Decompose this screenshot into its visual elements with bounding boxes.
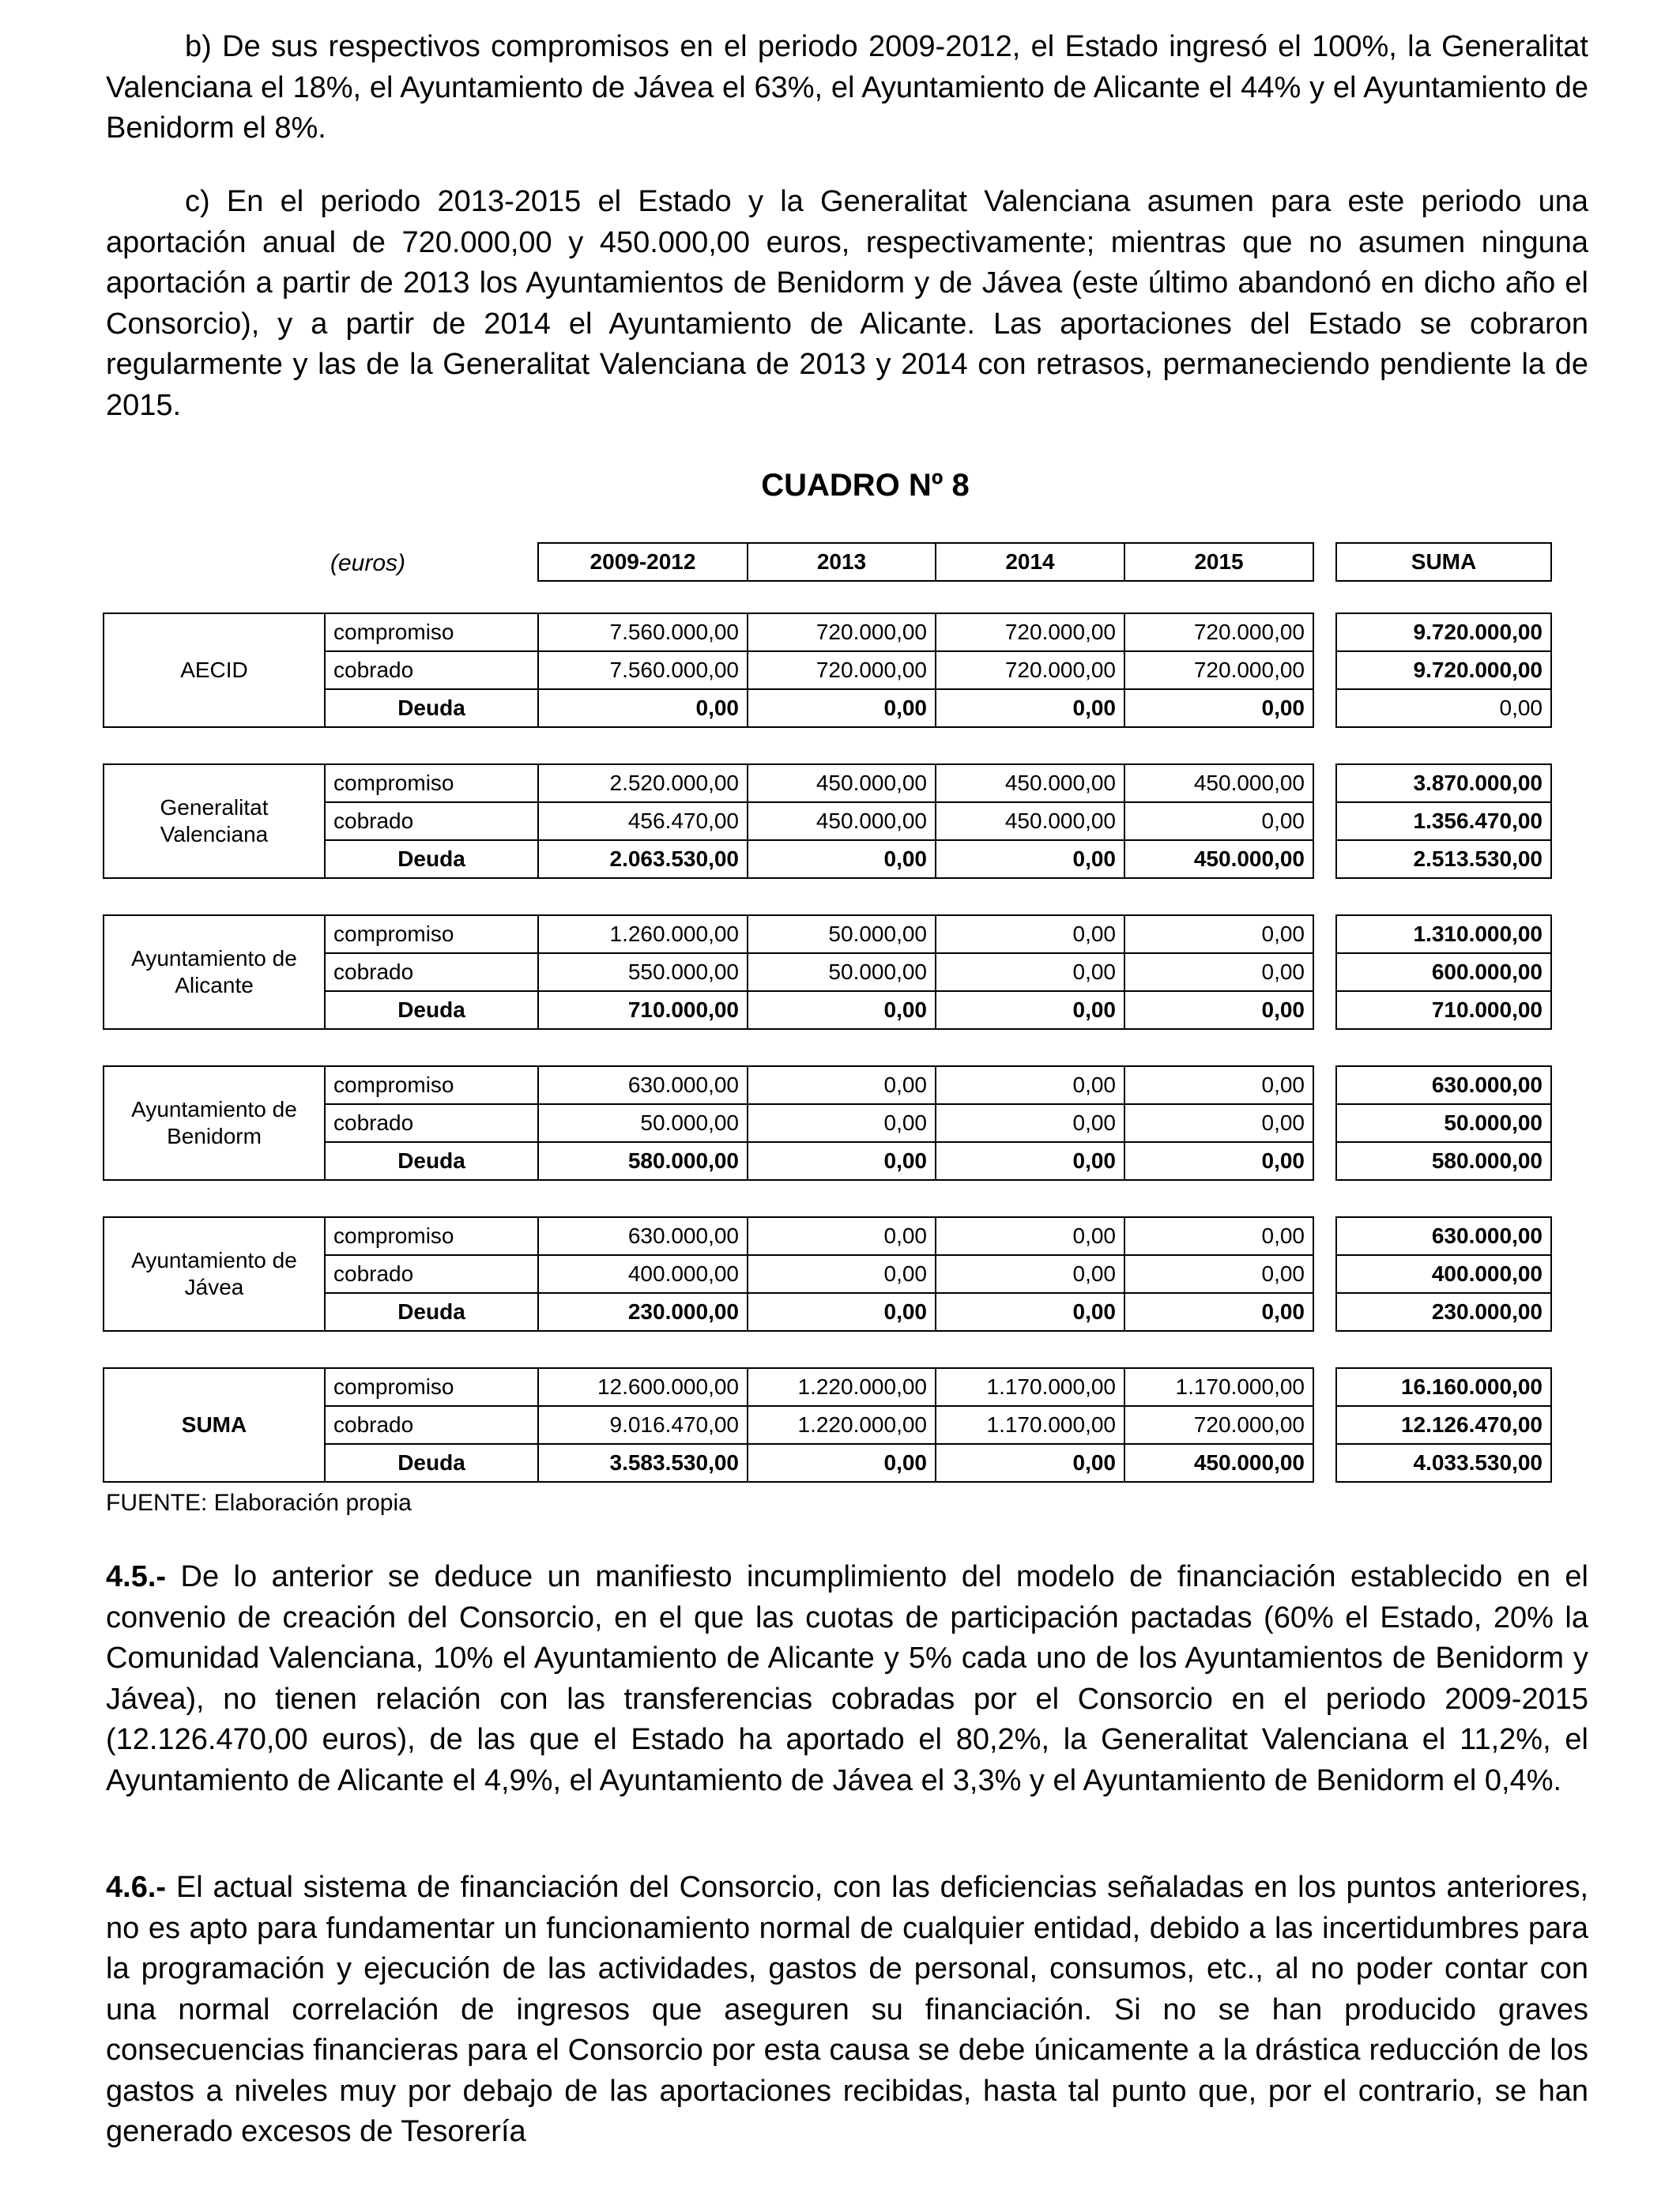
table-cell: 0,00 — [1124, 689, 1313, 727]
table-cell: 0,00 — [538, 689, 748, 727]
table-cell: 0,00 — [748, 1142, 936, 1180]
table-cell: 0,00 — [1124, 915, 1313, 953]
table-cell: 0,00 — [936, 1217, 1124, 1255]
table-cell: 450.000,00 — [1124, 764, 1313, 802]
table-cell: 0,00 — [936, 1104, 1124, 1142]
sum-cell: 9.720.000,00 — [1336, 613, 1551, 651]
table-cell: 0,00 — [936, 1066, 1124, 1104]
table-cell: 720.000,00 — [1124, 651, 1313, 689]
group-table — [103, 1216, 1314, 1332]
sum-cell: 4.033.530,00 — [1336, 1444, 1551, 1482]
row-label: cobrado — [325, 953, 538, 991]
table-cell: 0,00 — [748, 991, 936, 1029]
table-header-sum — [1335, 542, 1552, 582]
row-label: compromiso — [325, 613, 538, 651]
group-table — [103, 763, 1314, 879]
sum-cell: 9.720.000,00 — [1336, 651, 1551, 689]
table-row — [1336, 689, 1551, 727]
table-cell: 0,00 — [748, 1217, 936, 1255]
table-cell: 50.000,00 — [748, 915, 936, 953]
sum-cell: 580.000,00 — [1336, 1142, 1551, 1180]
table-row — [1336, 840, 1551, 878]
table-cell: 0,00 — [1124, 953, 1313, 991]
row-label: compromiso — [325, 1066, 538, 1104]
table-row — [1336, 1444, 1551, 1482]
group-sum-table — [1335, 763, 1552, 879]
table-row — [104, 915, 1313, 953]
row-label: Deuda — [325, 991, 538, 1029]
table-cell: 1.260.000,00 — [538, 915, 748, 953]
table-cell: 3.583.530,00 — [538, 1444, 748, 1482]
table-row — [1336, 802, 1551, 840]
table-cell: 0,00 — [1124, 1066, 1313, 1104]
table-title: CUADRO Nº 8 — [761, 468, 970, 503]
column-header: 2015 — [1124, 543, 1313, 581]
sum-cell: 710.000,00 — [1336, 991, 1551, 1029]
table-cell: 720.000,00 — [748, 613, 936, 651]
table-cell: 50.000,00 — [538, 1104, 748, 1142]
row-label: Deuda — [325, 840, 538, 878]
table-cell: 0,00 — [748, 1293, 936, 1331]
group-table — [103, 613, 1314, 728]
table-row — [1336, 764, 1551, 802]
entity-label: AECID — [104, 613, 325, 727]
row-label: cobrado — [325, 1255, 538, 1293]
table-cell: 2.520.000,00 — [538, 764, 748, 802]
group-sum-table — [1335, 914, 1552, 1030]
table-cell: 630.000,00 — [538, 1066, 748, 1104]
row-label: cobrado — [325, 1104, 538, 1142]
table-row — [1336, 1406, 1551, 1444]
row-label: Deuda — [325, 1444, 538, 1482]
row-label: Deuda — [325, 1142, 538, 1180]
column-header-sum: SUMA — [1336, 543, 1551, 581]
group-table — [103, 1367, 1314, 1483]
table-cell: 2.063.530,00 — [538, 840, 748, 878]
entity-label: Ayuntamiento de Jávea — [104, 1217, 325, 1331]
entity-label: SUMA — [104, 1368, 325, 1482]
table-row — [104, 613, 1313, 651]
table-cell: 0,00 — [748, 1104, 936, 1142]
row-label: compromiso — [325, 1368, 538, 1406]
entity-label: Ayuntamiento de Benidorm — [104, 1066, 325, 1180]
table-cell: 456.470,00 — [538, 802, 748, 840]
sum-cell: 12.126.470,00 — [1336, 1406, 1551, 1444]
row-label: cobrado — [325, 1406, 538, 1444]
table-row — [104, 1066, 1313, 1104]
table-cell: 720.000,00 — [936, 613, 1124, 651]
table-cell: 0,00 — [1124, 1217, 1313, 1255]
paragraph-c-text: c) En el periodo 2013-2015 el Estado y la Generalitat Valenciana asumen para este periodo una aportación anual de 720.000,00 y 450.000,00 euros, respectivamente; mientras que no asumen ninguna aportación a partir de 2013 los Ayuntamientos de Benidorm y de Jávea (este último abandonó en dicho año el Consorcio), y a partir de 2014 el Ayuntamiento de Alicante. Las aportaciones del Estado se cobraron regularmente y las de la Generalitat Valenciana de 2013 y 2014 con retrasos, permaneciendo pendiente la de 2015. — [106, 185, 1588, 422]
table-cell: 0,00 — [936, 915, 1124, 953]
sum-cell: 630.000,00 — [1336, 1217, 1551, 1255]
section-number: 4.6.- — [106, 1871, 167, 1904]
table-row — [1336, 953, 1551, 991]
table-cell: 720.000,00 — [936, 651, 1124, 689]
paragraph-c — [106, 182, 1588, 426]
table-cell: 0,00 — [936, 689, 1124, 727]
table-cell: 1.220.000,00 — [748, 1368, 936, 1406]
paragraph-b-text: b) De sus respectivos compromisos en el periodo 2009-2012, el Estado ingresó el 100%, la Generalitat Valenciana el 18%, el Ayuntamiento de Jávea el 63%, el Ayuntamiento de Alicante el 44% y el Ayuntamiento de Benidorm el 8%. — [106, 30, 1588, 145]
table-cell: 550.000,00 — [538, 953, 748, 991]
table-cell: 0,00 — [748, 1255, 936, 1293]
table-cell: 0,00 — [936, 1142, 1124, 1180]
sum-cell: 600.000,00 — [1336, 953, 1551, 991]
table-row — [1336, 1104, 1551, 1142]
table-row — [1336, 1255, 1551, 1293]
table-cell: 9.016.470,00 — [538, 1406, 748, 1444]
table-cell: 450.000,00 — [936, 802, 1124, 840]
table-row — [1336, 915, 1551, 953]
table-cell: 0,00 — [936, 1444, 1124, 1482]
row-label: cobrado — [325, 651, 538, 689]
table-cell: 630.000,00 — [538, 1217, 748, 1255]
table-cell: 0,00 — [936, 1293, 1124, 1331]
table-row — [1336, 1142, 1551, 1180]
table-row — [1336, 651, 1551, 689]
column-header: 2009-2012 — [538, 543, 748, 581]
sum-cell: 50.000,00 — [1336, 1104, 1551, 1142]
table-cell: 1.220.000,00 — [748, 1406, 936, 1444]
table-cell: 0,00 — [748, 1066, 936, 1104]
table-cell: 0,00 — [748, 840, 936, 878]
table-cell: 0,00 — [748, 689, 936, 727]
table-cell: 0,00 — [936, 953, 1124, 991]
table-cell: 710.000,00 — [538, 991, 748, 1029]
group-sum-table — [1335, 1367, 1552, 1483]
table-cell: 0,00 — [1124, 1142, 1313, 1180]
paragraph-4-6-text: El actual sistema de financiación del Consorcio, con las deficiencias señaladas en los puntos anteriores, no es apto para fundamentar un funcionamiento normal de cualquier entidad, debido a las incertidumbres para la programación y ejecución de las actividades, gastos de personal, consumos, etc., al no poder contar con una normal correlación de ingresos que aseguren su financiación. Si no se han producido graves consecuencias financieras para el Consorcio por esta causa se debe únicamente a la drástica reducción de los gastos a niveles muy por debajo de las aportaciones recibidas, hasta tal punto que, por el contrario, se han generado excesos de Tesorería — [106, 1871, 1588, 2148]
table-row — [1336, 1368, 1551, 1406]
table-cell: 720.000,00 — [748, 651, 936, 689]
table-cell: 0,00 — [1124, 1104, 1313, 1142]
table-cell: 720.000,00 — [1124, 613, 1313, 651]
group-sum-table — [1335, 1065, 1552, 1181]
table-header-years — [537, 542, 1314, 582]
sum-cell: 400.000,00 — [1336, 1255, 1551, 1293]
table-cell: 580.000,00 — [538, 1142, 748, 1180]
sum-cell: 0,00 — [1336, 689, 1551, 727]
sum-cell: 1.310.000,00 — [1336, 915, 1551, 953]
paragraph-4-6 — [106, 1868, 1588, 2153]
table-row — [1336, 1293, 1551, 1331]
table-cell: 7.560.000,00 — [538, 651, 748, 689]
sum-cell: 2.513.530,00 — [1336, 840, 1551, 878]
paragraph-4-5-text: De lo anterior se deduce un manifiesto incumplimiento del modelo de financiación establecido en el convenio de creación del Consorcio, en el que las cuotas de participación pactadas (60% el Estado, 20% la Comunidad Valenciana, 10% el Ayuntamiento de Alicante y 5% cada uno de los Ayuntamientos de Benidorm y Jávea), no tienen relación con las transferencias cobradas por el Consorcio en el periodo 2009-2015 (12.126.470,00 euros), de las que el Estado ha aportado el 80,2%, la Generalitat Valenciana el 11,2%, el Ayuntamiento de Alicante el 4,9%, el Ayuntamiento de Jávea el 3,3% y el Ayuntamiento de Benidorm el 0,4%. — [106, 1560, 1588, 1797]
table-cell: 450.000,00 — [748, 802, 936, 840]
table-cell: 7.560.000,00 — [538, 613, 748, 651]
table-row — [104, 764, 1313, 802]
table-cell: 0,00 — [1124, 1293, 1313, 1331]
table-cell: 0,00 — [936, 840, 1124, 878]
table-cell: 1.170.000,00 — [936, 1406, 1124, 1444]
sum-cell: 16.160.000,00 — [1336, 1368, 1551, 1406]
table-cell: 400.000,00 — [538, 1255, 748, 1293]
table-cell: 450.000,00 — [1124, 1444, 1313, 1482]
table-cell: 450.000,00 — [936, 764, 1124, 802]
sum-cell: 1.356.470,00 — [1336, 802, 1551, 840]
row-label: Deuda — [325, 1293, 538, 1331]
table-source: FUENTE: Elaboración propia — [106, 1490, 412, 1516]
table-cell: 12.600.000,00 — [538, 1368, 748, 1406]
column-header: 2014 — [936, 543, 1124, 581]
table-cell: 0,00 — [1124, 991, 1313, 1029]
table-cell: 450.000,00 — [1124, 840, 1313, 878]
table-cell: 1.170.000,00 — [1124, 1368, 1313, 1406]
row-label: cobrado — [325, 802, 538, 840]
sum-cell: 3.870.000,00 — [1336, 764, 1551, 802]
table-row — [104, 1368, 1313, 1406]
table-cell: 0,00 — [936, 1255, 1124, 1293]
unit-label: (euros) — [330, 550, 406, 576]
table-cell: 0,00 — [936, 991, 1124, 1029]
sum-cell: 630.000,00 — [1336, 1066, 1551, 1104]
table-row — [1336, 1066, 1551, 1104]
table-cell: 230.000,00 — [538, 1293, 748, 1331]
table-row — [1336, 1217, 1551, 1255]
entity-label: Ayuntamiento de Alicante — [104, 915, 325, 1029]
sum-cell: 230.000,00 — [1336, 1293, 1551, 1331]
row-label: compromiso — [325, 1217, 538, 1255]
row-label: compromiso — [325, 915, 538, 953]
entity-label: Generalitat Valenciana — [104, 764, 325, 878]
table-cell: 0,00 — [1124, 802, 1313, 840]
paragraph-b — [106, 27, 1588, 149]
table-cell: 0,00 — [748, 1444, 936, 1482]
group-table — [103, 1065, 1314, 1181]
row-label: Deuda — [325, 689, 538, 727]
column-header: 2013 — [748, 543, 936, 581]
table-cell: 0,00 — [1124, 1255, 1313, 1293]
paragraph-4-5 — [106, 1557, 1588, 1801]
table-row — [104, 1217, 1313, 1255]
table-cell: 50.000,00 — [748, 953, 936, 991]
group-sum-table — [1335, 613, 1552, 728]
table-row — [1336, 991, 1551, 1029]
group-sum-table — [1335, 1216, 1552, 1332]
table-cell: 1.170.000,00 — [936, 1368, 1124, 1406]
table-cell: 720.000,00 — [1124, 1406, 1313, 1444]
row-label: compromiso — [325, 764, 538, 802]
group-table — [103, 914, 1314, 1030]
table-row — [1336, 613, 1551, 651]
table-cell: 450.000,00 — [748, 764, 936, 802]
section-number: 4.5.- — [106, 1560, 167, 1593]
